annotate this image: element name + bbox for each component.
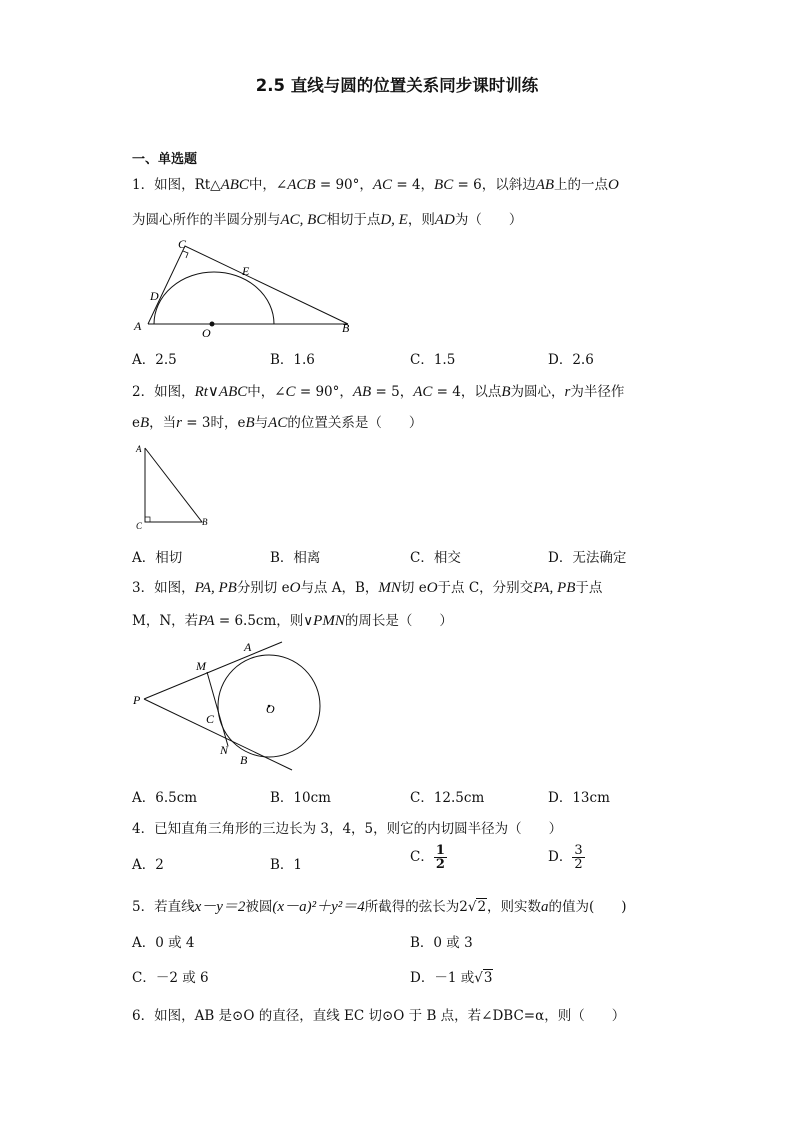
question-3-option-a[interactable]: A．6.5cm — [132, 790, 198, 806]
label-a: A — [134, 319, 142, 333]
tangent-pa — [144, 642, 282, 699]
label-b: B — [240, 753, 248, 767]
label-c: C — [206, 712, 215, 726]
question-3-option-d[interactable]: D．13cm — [548, 790, 610, 806]
question-4-option-d[interactable]: D． $\frac{3}{2}$ — [548, 843, 583, 872]
fraction-three-halves: $\frac{3}{2}$ — [574, 843, 583, 872]
label-b: B — [342, 321, 350, 335]
label-o: O — [266, 702, 275, 716]
label-o: O — [202, 326, 211, 340]
label-e: E — [242, 264, 250, 278]
triangle-sides — [148, 246, 348, 324]
question-6-text: 6．如图，AB 是⊙O 的直径，直线 EC 切⊙O 于 B 点，若∠DBC=α，则（ ） — [132, 1008, 626, 1024]
question-3-line-2: M，N，若PA = 6.5cm，则∨PMN的周长是（ ） — [132, 613, 453, 629]
question-3-figure — [130, 636, 330, 776]
question-5-option-d[interactable]: D．－1 或√3 — [410, 970, 493, 986]
label-p: P — [133, 693, 141, 707]
question-5-option-b[interactable]: B．0 或 3 — [410, 935, 473, 951]
triangle-abc — [145, 448, 202, 522]
question-5-option-a[interactable]: A．0 或 4 — [132, 935, 195, 951]
question-1-line-1: 1．如图，Rt△ABC中，∠ACB = 90°，AC = 4，BC = 6，以斜边AB上的一点O — [132, 177, 619, 193]
question-1-line-2: 为圆心所作的半圆分别与AC, BC相切于点D, E，则AD为（ ） — [132, 212, 523, 228]
question-5-text: 5．若直线x－y＝2被圆(x－a)²＋y²＝4所截得的弦长为2√2，则实数a的值为( ) — [132, 899, 627, 915]
question-2-option-d[interactable]: D．无法确定 — [548, 550, 627, 566]
question-1-option-a[interactable]: A．2.5 — [132, 352, 177, 368]
label-a: A — [136, 444, 142, 454]
sqrt-symbol: √ — [474, 970, 483, 986]
section-heading: 一、单选题 — [132, 152, 198, 167]
question-2-option-b[interactable]: B．相离 — [270, 550, 321, 566]
question-2-line-1: 2．如图，Rt∨ABC中，∠C = 90°，AB = 5，AC = 4，以点B为圆心，r为半径作 — [132, 384, 625, 400]
label-c: C — [178, 237, 187, 251]
question-4-option-b[interactable]: B．1 — [270, 857, 303, 873]
question-5-option-c[interactable]: C．－2 或 6 — [132, 970, 209, 986]
question-1-option-d[interactable]: D．2.6 — [548, 352, 594, 368]
question-4-option-c[interactable]: C． $\frac{1}{2}$ — [410, 843, 445, 872]
label-m: M — [196, 659, 206, 673]
question-2-figure — [132, 440, 222, 532]
label-a: A — [244, 640, 252, 654]
right-angle-mark — [183, 251, 188, 258]
fraction-one-half: $\frac{1}{2}$ — [435, 843, 445, 872]
label-c: C — [136, 521, 143, 531]
question-1-option-c[interactable]: C．1.5 — [410, 352, 456, 368]
question-3-line-1: 3．如图，PA, PB分别切 eO与点 A，B，MN切 eO于点 C，分别交PA, PB于点 — [132, 580, 603, 596]
label-b: B — [202, 517, 208, 527]
question-2-line-2: eB，当r = 3时，eB与AC的位置关系是（ ） — [132, 415, 423, 431]
page-title: 2.5 直线与圆的位置关系同步课时训练 — [255, 76, 539, 95]
question-4-text: 4．已知直角三角形的三边长为 3，4，5，则它的内切圆半径为（ ） — [132, 821, 563, 837]
question-4-option-a[interactable]: A．2 — [132, 857, 164, 873]
sqrt-symbol: √ — [467, 899, 477, 915]
label-n: N — [220, 743, 229, 757]
question-3-option-c[interactable]: C．12.5cm — [410, 790, 485, 806]
question-2-option-a[interactable]: A．相切 — [132, 550, 183, 566]
right-angle-mark — [145, 517, 150, 522]
label-d: D — [150, 289, 159, 303]
question-2-option-c[interactable]: C．相交 — [410, 550, 461, 566]
tangent-mn — [207, 672, 228, 746]
question-1-option-b[interactable]: B．1.6 — [270, 352, 315, 368]
question-3-option-b[interactable]: B．10cm — [270, 790, 331, 806]
question-1-figure — [130, 236, 360, 346]
